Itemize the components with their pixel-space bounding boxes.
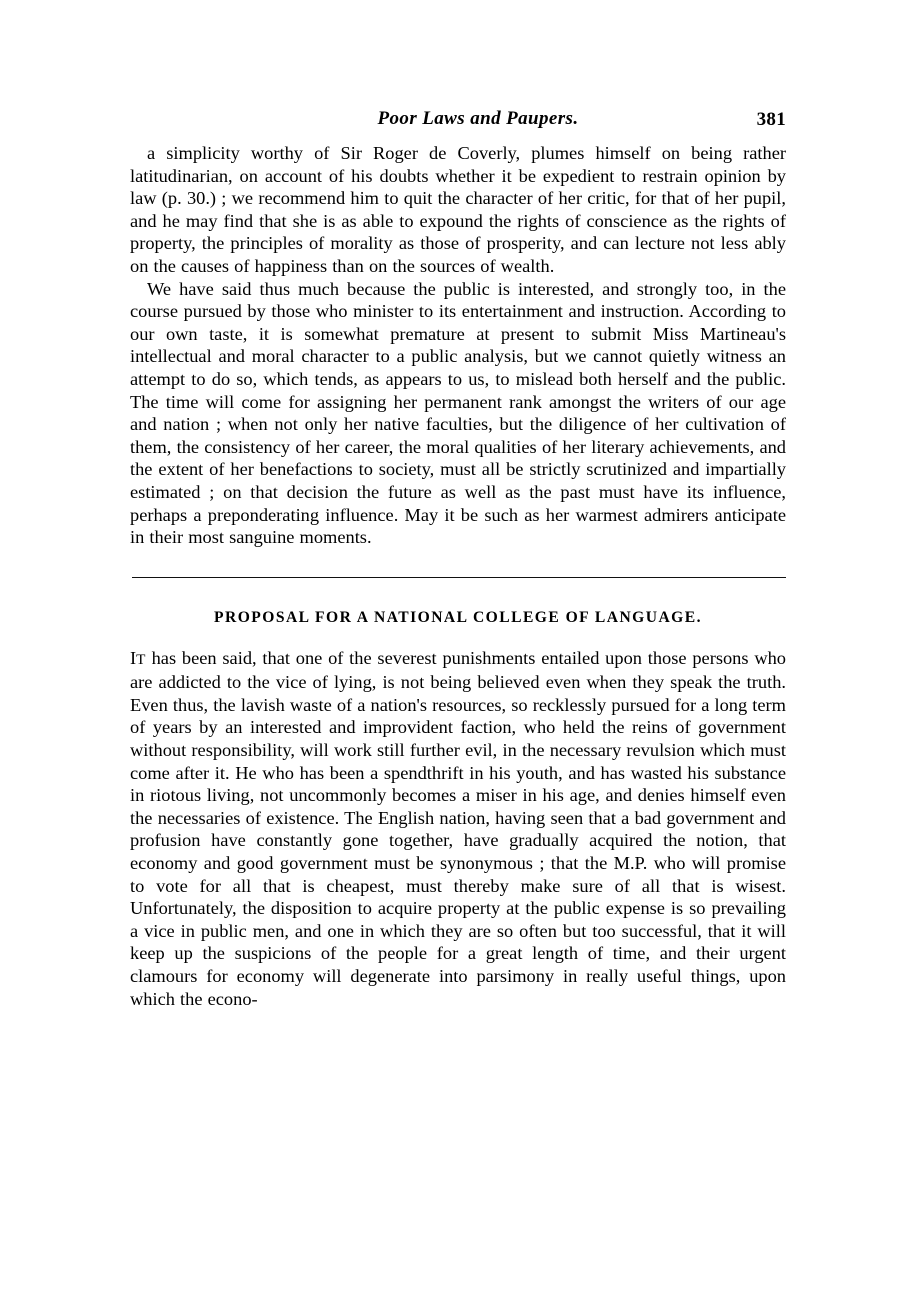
page-content-column (130, 108, 786, 1010)
page-number: 381 (756, 109, 786, 130)
lead-capital: I (130, 647, 137, 668)
paragraph (130, 647, 786, 1011)
running-head (130, 108, 786, 142)
running-head-title: Poor Laws and Paupers. (377, 108, 579, 129)
article-two-body (130, 647, 786, 1011)
paragraph: We have said thus much because the public is interested, and strongly too, in the course pursued by those who minister to its entertainment and instruction. According to our own taste, it is somewhat premature at present to submit Miss Martineau's intellectual and moral character to a public analysis, but we cannot quietly witness an attempt to do so, which tends, as appears to us, to mislead both herself and the public. The time will come for assigning her permanent rank amongst the writers of our age and nation ; when not only her native faculties, but the diligence of her cultivation of them, the consistency of her career, the moral qualities of her literary achievements, and the extent of her benefactions to society, must all be strictly scrutinized and impartially estimated ; on that decision the future as well as the past must have its influence, perhaps a preponderating influence. May it be such as her warmest admirers anticipate in their most sanguine moments. (130, 278, 786, 548)
paragraph: a simplicity worthy of Sir Roger de Coverly, plumes himself on being rather latitudinarian, on account of his doubts whether it be expedient to restrain opinion by law (p. 30.) ; we recommend him to quit the character of her critic, for that of her pupil, and he may find that she is as able to expound the rights of conscience as the rights of property, the principles of morality as those of prosperity, and can lecture not less ably on the causes of happiness than on the sources of wealth. (130, 143, 786, 276)
article-two-paragraph-text: has been said, that one of the severest punishments entailed upon those persons who are addicted to the vice of lying, is not being believed even when they speak the truth. Even thus, the lavish waste of a nation's resources, so recklessly pursued for a long term of years by an interested and improvident faction, who held the reins of government without responsibility, will work still further evil, in the necessary revulsion which must come after it. He who has been a spendthrift in his youth, and has wasted his substance in riotous living, not uncommonly becomes a miser in his age, and denies himself even the necessaries of existence. The English nation, having seen that a bad government and profusion have constantly gone together, have gradually acquired the notion, that economy and good government must be synonymous ; that the M.P. who will promise to vote for all that is cheapest, must thereby make sure of all that is wisest. Unfortunately, the disposition to acquire property at the public expense is so prevailing a vice in public men, and one in which they are so often but too successful, that it will keep up the suspicions of the people for a great length of time, and their urgent clamours for economy will degenerate into parsimony in really useful things, upon which the econo- (130, 647, 786, 1009)
article-two-heading: PROPOSAL FOR A NATIONAL COLLEGE OF LANGUAGE. (214, 608, 702, 626)
lead-smallcap: T (136, 650, 146, 668)
section-divider-rule (130, 573, 786, 583)
article-one-body (130, 142, 786, 549)
